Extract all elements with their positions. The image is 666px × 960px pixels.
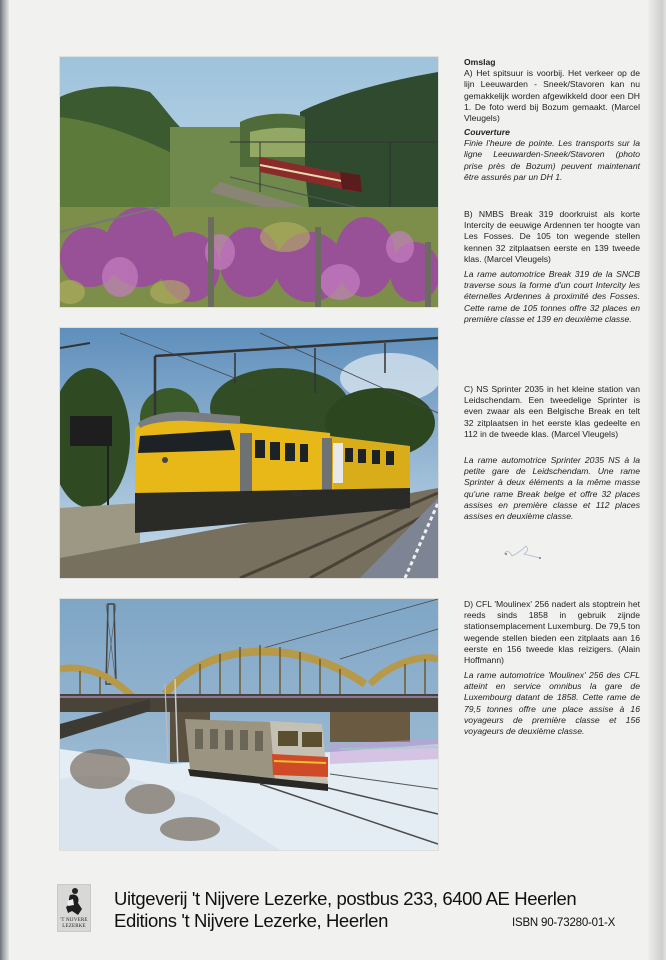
caption-text-c-fr: La rame automotrice Sprinter 2035 NS à la petite gare de Leidschendam. Une rame Sprinter à deux éléments a la même masse qu'une rame Break belge et offre 32 places assises en première classe et 112 places assises en deuxième classe.: [464, 455, 640, 522]
logo-text-line2: LEZERKE: [62, 923, 86, 929]
caption-b-french: [464, 269, 640, 325]
publisher-logo: [57, 884, 91, 932]
caption-text-b-fr: La rame automotrice Break 319 de la SNCB traverse sous la forme d'un court Intercity les éternelles Ardennes à proximité des Fosses. Cette rame de 105 tonnes offre 32 places en première classe et 139 en deuxième classe.: [464, 269, 640, 324]
caption-heading-couverture: Couverture: [464, 127, 510, 137]
publisher-address-fr: Editions 't Nijvere Lezerke, Heerlen: [114, 910, 388, 931]
caption-omslag: [464, 57, 640, 124]
photo-ardennes-break-319: [60, 57, 438, 307]
caption-text-c-nl: C) NS Sprinter 2035 in het kleine station van Leidschendam. Een tweedelige Sprinter is even zwaar als een Belgische Break en telt 32 zitplaatsen in het eerste klas gedeelte en 112 in de tweede klas. (Marcel Vleugels): [464, 384, 640, 439]
photo-cfl-moulinex-256: [60, 599, 438, 850]
book-fore-edge: [648, 0, 666, 960]
caption-c-dutch: [464, 384, 640, 440]
caption-d-french: [464, 670, 640, 737]
caption-text-couverture: Finie l'heure de pointe. Les transports sur la ligne Leeuwarden-Sneek/Stavoren (photo prise près de Bozum) peuvent maintenant être assurés par un DH 1.: [464, 138, 640, 182]
pen-mark: [500, 542, 550, 562]
caption-text-b-nl: B) NMBS Break 319 doorkruist als korte Intercity de eeuwige Ardennen ter hoogte van Les Fosses. De 105 ton wegende stellen kennen 32 zitplaatsen eerste en 139 tweede klas. (Marcel Vleugels): [464, 209, 640, 264]
caption-c-french: [464, 455, 640, 522]
caption-b-dutch: [464, 209, 640, 265]
caption-text-d-fr: La rame automotrice 'Moulinex' 256 des CFL atteint en service omnibus la gare de Luxembourg datant de 1858. Cette rame de 79,5 tonnes offre une place assise à 16 voyageurs de première classe et 156 voyageurs de deuxième classe.: [464, 670, 640, 737]
book-spine-edge: [0, 0, 9, 960]
caption-d-dutch: [464, 599, 640, 666]
photo-ns-sprinter-2035: [60, 328, 438, 578]
caption-couverture: [464, 127, 640, 183]
publisher-address-nl: Uitgeverij 't Nijvere Lezerke, postbus 233, 6400 AE Heerlen: [114, 888, 577, 909]
caption-text-d-nl: D) CFL 'Moulinex' 256 nadert als stoptrein het reeds sinds 1858 in gebruik zijnde stationsemplacement Luxemburg. De 79,5 ton wegende stellen bieden een zitplaats aan 16 eerste en 156 tweede klas reizigers. (Alain Hoffmann): [464, 599, 640, 666]
reader-figure-icon: [58, 885, 90, 919]
caption-heading-omslag: Omslag: [464, 57, 496, 67]
svg-text:NS: NS: [292, 489, 304, 498]
caption-text-omslag: A) Het spitsuur is voorbij. Het verkeer op de lijn Leeuwarden - Sneek/Stavoren kan nu gemakkelijk worden afgewikkeld door een DH 1. De foto werd bij Bozum gemaakt. (Marcel Vleugels): [464, 68, 640, 124]
logo-text-line1: 'T NIJVERE: [60, 918, 88, 923]
isbn: ISBN 90-73280-01-X: [512, 917, 616, 929]
